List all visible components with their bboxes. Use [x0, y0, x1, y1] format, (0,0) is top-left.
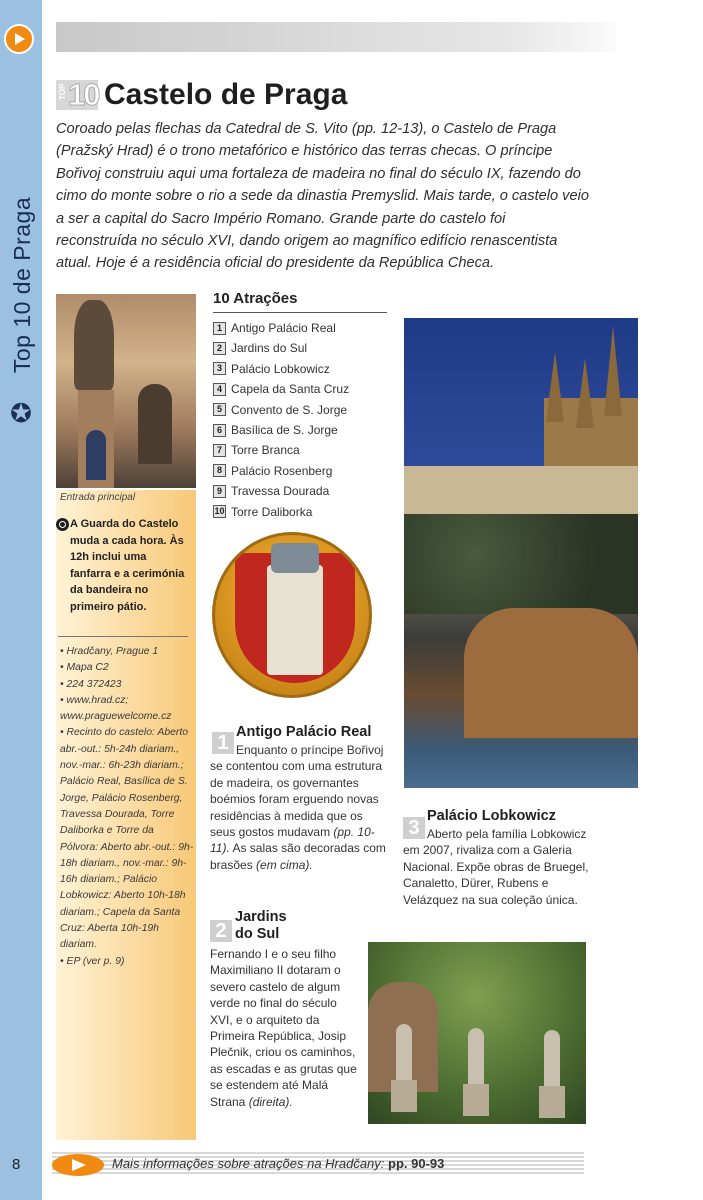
- divider: [58, 636, 188, 637]
- attractions-heading: 10 Atrações: [213, 290, 298, 307]
- section-title: Top 10 de Praga: [9, 196, 35, 374]
- list-item: [213, 481, 349, 501]
- intro-paragraph: Coroado pelas flechas da Catedral de S. Vito (pp. 12-13), o Castelo de Praga (Pražský Hrad) é o trono metafórico e histórico das terras checas. O príncipe Bořivoj construiu aqui uma fortaleza de madeira no final do século IX, fazendo do cimo do monte sobre o rio a sede da dinastia Premyslid. Mais tarde, o castelo veio a ser a capital do Sacro Império Romano. Grande parte do castelo foi reconstruída no século XVI, dando origem ao magnífico edifício renascentista atual. Hoje é a residência oficial do presidente da República Checa.: [56, 121, 589, 272]
- list-item: [213, 420, 349, 440]
- list-item: [213, 338, 349, 358]
- item-number: 5: [213, 403, 226, 416]
- entry-number: 1: [212, 732, 234, 754]
- item-label: Convento de S. Jorge: [231, 402, 348, 417]
- list-item: [213, 461, 349, 481]
- entry-reference: (pp. 10-11).: [210, 825, 375, 856]
- item-label: Capela da Santa Cruz: [231, 382, 350, 397]
- item-label: Palácio Lobkowicz: [231, 361, 330, 376]
- list-item: [213, 502, 349, 522]
- star-icon: ✪: [10, 398, 32, 428]
- entry-body-text: [210, 742, 386, 873]
- item-label: Travessa Dourada: [231, 484, 330, 499]
- attractions-list: [213, 318, 349, 522]
- entry-text: Enquanto o príncipe Bořivoj se contentou com uma estrutura de madeira, os governantes boémios foram erguendo novas residências à medida que os seus gostos mudavam: [210, 743, 384, 840]
- info-item: • Mapa C2: [60, 662, 109, 674]
- badge-number: 10: [68, 77, 99, 112]
- entry-number: 2: [210, 920, 232, 942]
- badge-small-label: TOP: [58, 83, 67, 100]
- item-label: Jardins do Sul: [231, 341, 308, 356]
- item-number: 7: [213, 444, 226, 457]
- list-item: [213, 379, 349, 399]
- item-number: 6: [213, 424, 226, 437]
- info-item: • EP (ver p. 9): [60, 955, 125, 967]
- list-item: [213, 359, 349, 379]
- entry-body-text: Aberto pela família Lobkowicz em 2007, rivaliza com a Galeria Nacional. Expõe obras de Bruegel, Canaletto, Dürer, Rubens e Velázquez na sua coleção única.: [403, 827, 589, 907]
- entry-text: Fernando I e o seu filho Maximiliano II dotaram o severo castelo de algum verde no final do século XVI, e o arquiteto da Primeira República, Josip Plečnik, criou os caminhos, as escadas e as grutas que se estendem até Malá Strana: [210, 947, 357, 1109]
- castle-night-photo: [404, 318, 638, 788]
- item-number: 8: [213, 464, 226, 477]
- item-label: Torre Daliborka: [231, 504, 313, 519]
- info-item: • Recinto do castelo: Aberto abr.-out.: 5h-24h diariam., nov.-mar.: 6h-23h diariam.; Palácio Real, Basílica de S. Jorge, Palácio Rosenberg, Travessa Dourada, Torre Daliborka e Torre da Pólvora: Aberto abr.-out.: 9h-18h diariam., nov.-mar.: 9h-16h diariam.; Palácio Lobkowicz: Aberto 10h-18h diariam.; Capela da Santa Cruz: Aberta 10h-19h diariam.: [60, 727, 194, 951]
- item-number: 9: [213, 485, 226, 498]
- list-item: [213, 440, 349, 460]
- page-number: 8: [12, 1156, 21, 1173]
- entry-reference: (direita).: [248, 1094, 293, 1109]
- guard-info-icon: [56, 518, 69, 531]
- arrow-right-icon[interactable]: [52, 1154, 104, 1176]
- info-item: • Hradčany, Prague 1: [60, 646, 159, 657]
- practical-info-list: [60, 644, 194, 970]
- side-band: [0, 0, 42, 1200]
- coat-of-arms-image: [212, 532, 372, 698]
- item-number: 3: [213, 362, 226, 375]
- guard-tip: A Guarda do Castelo muda a cada hora. Às 12h inclui uma fanfarra e a cerimónia da bandeira no primeiro pátio.: [70, 518, 185, 613]
- list-item: [213, 318, 349, 338]
- list-item: [213, 400, 349, 420]
- info-item: • www.hrad.cz; www.praguewelcome.cz: [60, 694, 172, 723]
- footer-cross-reference[interactable]: [112, 1156, 444, 1171]
- item-label: Antigo Palácio Real: [231, 321, 336, 335]
- item-number: 1: [213, 322, 226, 335]
- entry-body-text: [210, 946, 360, 1110]
- entrance-photo: [56, 294, 196, 488]
- divider: [213, 312, 387, 313]
- item-number: 2: [213, 342, 226, 355]
- entry-number: 3: [403, 817, 425, 839]
- item-label: Palácio Rosenberg: [231, 463, 333, 478]
- page-title: Castelo de Praga: [104, 78, 348, 111]
- entry-title-line: do Sul: [235, 926, 280, 942]
- entry-text: As salas são decoradas com brasões: [210, 841, 386, 872]
- header-strip: [56, 22, 616, 52]
- garden-statues-photo: [368, 942, 586, 1124]
- photo-caption: Entrada principal: [60, 492, 136, 503]
- top10-badge: [56, 77, 99, 112]
- entry-title: [235, 909, 287, 943]
- footer-pages: pp. 90-93: [388, 1156, 445, 1171]
- entry-reference: (em cima).: [256, 857, 313, 872]
- info-item: • 224 372423: [60, 678, 122, 690]
- footer-text: Mais informações sobre atrações na Hradčany:: [112, 1156, 385, 1171]
- item-number: 10: [214, 506, 225, 517]
- item-label: Torre Branca: [231, 443, 300, 458]
- arrow-right-icon[interactable]: [4, 24, 34, 54]
- item-number: 4: [213, 383, 226, 396]
- entry-title-line: Jardins: [235, 909, 287, 925]
- entry-title: Palácio Lobkowicz: [427, 808, 556, 824]
- item-label: Basílica de S. Jorge: [231, 422, 338, 437]
- entry-title: Antigo Palácio Real: [236, 724, 372, 740]
